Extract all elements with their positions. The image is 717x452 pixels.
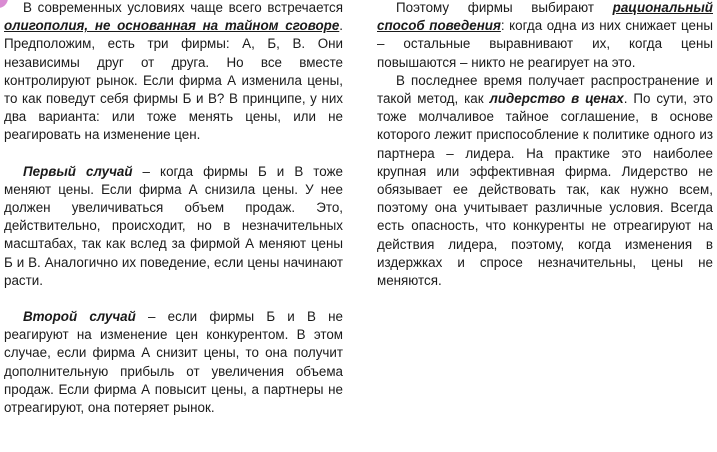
rational-behavior-paragraph: Поэтому фирмы выбирают рациональный способ поведения: когда одна из них снижает цены – остальные выравнивают их, когда цены повышаются – никто не реагирует на это. bbox=[377, 0, 714, 70]
second-case-paragraph: Второй случай – если фирмы Б и В не реагируют на изменение цен конкурентом. В этом случае, если фирма А снизит цены, то она получит дополнительную прибыль от увеличения объема продаж. Если фирма А повысит цены, а партнеры не отреагируют, она потеряет рынок. bbox=[4, 309, 343, 416]
term-oligopoly: олигополия, не основанная на тайном сговоре bbox=[4, 18, 340, 34]
right-column bbox=[377, 0, 713, 290]
term-first-case: Первый случай bbox=[23, 163, 133, 179]
paragraph-spacer bbox=[4, 290, 343, 308]
term-second-case: Второй случай bbox=[23, 309, 136, 325]
term-price-leadership: лидерство в ценах bbox=[489, 91, 624, 107]
term-rational-behavior: рациональный способ поведения bbox=[377, 0, 713, 34]
intro-paragraph: В современных условиях чаще всего встречается олигополия, не основанная на тайном сговоре. Предположим, есть три фирмы: А, Б, В. Они независимы друг от друга. Но все вместе контролируют рынок. Если фирма А изменила цены, то как поведут себя фирмы Б и В? В принципе, у них два варианта: или тоже менять цены, или не реагировать на изменение цен. bbox=[4, 0, 343, 143]
price-leadership-paragraph: В последнее время получает распространение и такой метод, как лидерство в ценах. По сути, это тоже молчаливое тайное соглашение, в основе которого лежит приспособление к политике одного из партнера – лидера. На практике это наиболее крупная или эффективная фирма. Лидерство не обязывает ее действовать так, как нужно всем, поэтому она учитывает различные условия. Всегда есть опасность, что конкуренты не отреагируют на действия лидера, поэтому, когда изменения в издержках и спросе незначительны, цены не меняются. bbox=[377, 72, 713, 289]
first-case-paragraph: Первый случай – когда фирмы Б и В тоже меняют цены. Если фирма А снизила цены. У нее должен увеличиваться объем продаж. Это, действительно, происходит, но в незначительных масштабах, так как вслед за фирмой А меняют цены Б и В. Аналогично их поведение, если цены начинают расти. bbox=[4, 163, 343, 288]
paragraph-spacer bbox=[4, 145, 343, 163]
left-column bbox=[4, 0, 343, 417]
